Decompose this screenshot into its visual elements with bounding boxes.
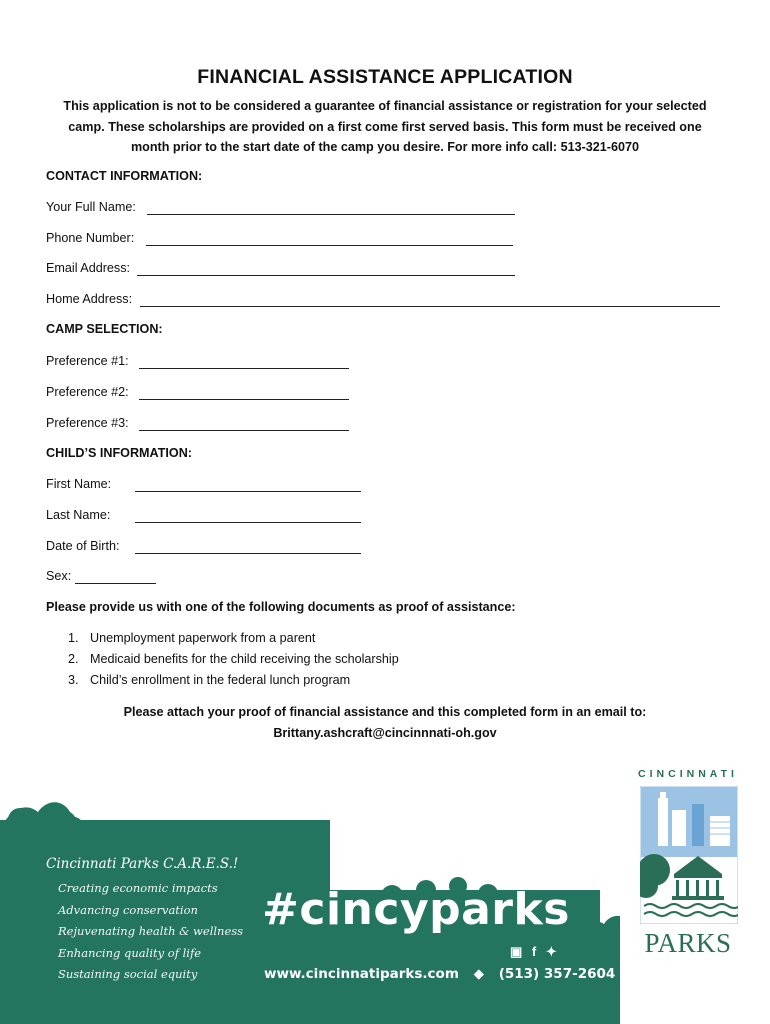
- footer-contact: [264, 966, 615, 982]
- preference-3-label: Preference #3:: [46, 416, 129, 430]
- sex-label: Sex:: [46, 569, 72, 583]
- logo-skyline-emblem: [640, 786, 738, 924]
- contact-heading: CONTACT INFORMATION:: [46, 169, 203, 183]
- cares-item: Enhancing quality of life: [58, 945, 202, 960]
- date-of-birth-field[interactable]: [135, 553, 361, 554]
- home-address-field[interactable]: [140, 306, 720, 307]
- cares-block: [46, 856, 243, 986]
- cares-item: Sustaining social equity: [58, 967, 198, 982]
- first-name-field[interactable]: [135, 491, 361, 492]
- last-name-field[interactable]: [135, 522, 361, 523]
- home-address-label: Home Address:: [46, 292, 133, 306]
- preference-2-field[interactable]: [139, 399, 349, 400]
- website-link[interactable]: www.cincinnatiparks.com: [264, 966, 459, 982]
- preference-1-field[interactable]: [139, 368, 349, 369]
- last-name-label: Last Name:: [46, 508, 111, 522]
- hashtag-text: #cincyparks: [262, 884, 570, 935]
- email-label: Email Address:: [46, 261, 130, 275]
- phone-label: Phone Number:: [46, 231, 135, 245]
- sex-field[interactable]: [75, 583, 156, 584]
- logo-top-text: CINCINNATI: [638, 768, 738, 780]
- date-of-birth-label: Date of Birth:: [46, 539, 120, 553]
- list-text: Child’s enrollment in the federal lunch program: [90, 672, 351, 687]
- full-name-field[interactable]: [147, 214, 515, 215]
- proof-heading: Please provide us with one of the following documents as proof of assistance:: [46, 600, 516, 614]
- attach-instructions: [0, 702, 770, 744]
- submission-email-link[interactable]: Brittany.ashcraft@cincinnnati-oh.gov: [273, 726, 497, 740]
- list-number: 2.: [68, 651, 79, 666]
- preference-1-label: Preference #1:: [46, 354, 129, 368]
- camp-heading: CAMP SELECTION:: [46, 322, 163, 336]
- full-name-label: Your Full Name:: [46, 200, 136, 214]
- social-icons: [510, 944, 560, 960]
- cares-item: Advancing conservation: [58, 902, 198, 917]
- list-item: [68, 628, 399, 649]
- diamond-separator-icon: ◆: [473, 966, 484, 982]
- footer-phone: (513) 357-2604: [498, 966, 616, 982]
- list-number: 3.: [68, 672, 79, 687]
- cares-item: Creating economic impacts: [58, 881, 218, 895]
- logo-bottom-text: PARKS: [644, 928, 732, 958]
- first-name-label: First Name:: [46, 477, 112, 491]
- attach-line: Please attach your proof of financial assistance and this completed form in an email to:: [123, 705, 647, 719]
- list-item: [68, 670, 399, 691]
- document-title: FINANCIAL ASSISTANCE APPLICATION: [197, 66, 573, 88]
- phone-field[interactable]: [146, 245, 513, 246]
- preference-3-field[interactable]: [139, 430, 349, 431]
- list-number: 1.: [68, 631, 79, 645]
- cares-title: Cincinnati Parks C.A.R.E.S.!: [46, 856, 239, 872]
- email-field[interactable]: [137, 275, 515, 276]
- twitter-icon[interactable]: ✦: [545, 944, 560, 959]
- facebook-icon[interactable]: f: [531, 944, 540, 959]
- list-item: [68, 649, 399, 670]
- child-heading: CHILD’S INFORMATION:: [46, 446, 192, 460]
- proof-list: [68, 628, 399, 690]
- instagram-icon[interactable]: ▣: [510, 944, 526, 959]
- intro-paragraph: This application is not to be considered a guarantee of financial assistance or registration for your selected camp. These scholarships are provided on a first come first served basis. This form must be received one month prior to the start date of the camp you desire. For more info call: 513-321-6070: [63, 99, 707, 154]
- list-text: Medicaid benefits for the child receiving the scholarship: [90, 651, 399, 666]
- cincinnati-parks-logo: [638, 768, 738, 968]
- list-text: Unemployment paperwork from a parent: [90, 631, 316, 645]
- cares-item: Rejuvenating health & wellness: [58, 924, 244, 939]
- preference-2-label: Preference #2:: [46, 385, 129, 399]
